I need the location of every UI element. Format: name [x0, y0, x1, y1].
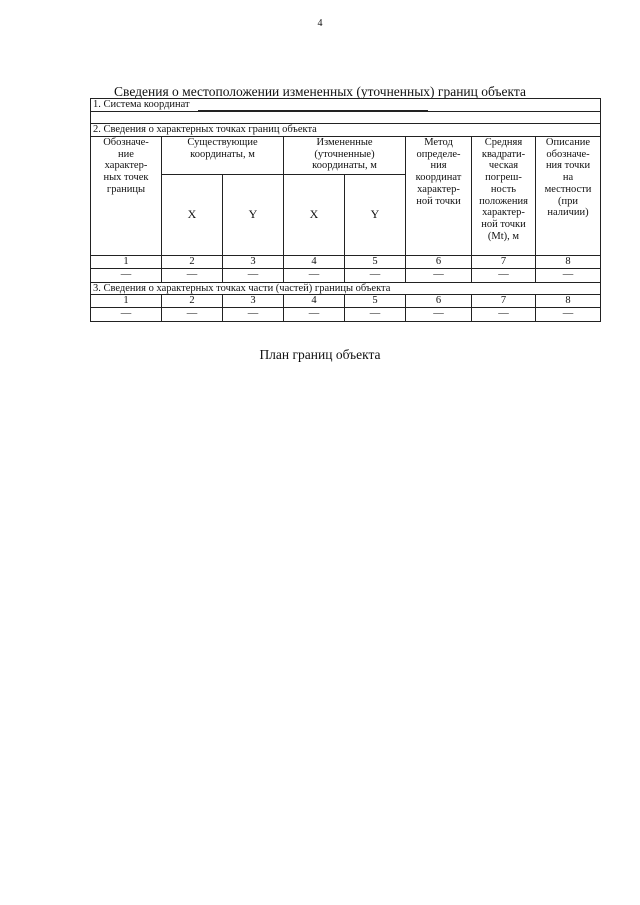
dash-cell: — — [284, 268, 345, 282]
section3-label: 3. Сведения о характерных точках части (частей) границы объекта — [91, 282, 601, 295]
column-number-row — [91, 295, 601, 308]
column-number: 1 — [91, 255, 162, 268]
dash-cell: — — [91, 268, 162, 282]
header-mt: Средняя квадрати- ческая погреш- ность положения характер- ной точки (Mt), м — [472, 136, 536, 255]
dash-cell: — — [223, 308, 284, 322]
column-number-row — [91, 255, 601, 268]
dash-cell: — — [345, 268, 406, 282]
dash-cell: — — [284, 308, 345, 322]
column-number: 3 — [223, 295, 284, 308]
dash-cell: — — [345, 308, 406, 322]
coordinate-system-blank — [198, 100, 428, 111]
header-designation: Обозначе- ние характер- ных точек границы — [91, 136, 162, 255]
column-number: 6 — [406, 255, 472, 268]
header-existing-coordinates: Существующие координаты, м — [162, 136, 284, 174]
header-existing-y: Y — [223, 174, 284, 255]
dash-cell: — — [472, 308, 536, 322]
column-number: 6 — [406, 295, 472, 308]
header-description: Описание обозначе- ния точки на местности (при наличии) — [536, 136, 601, 255]
dash-cell: — — [536, 268, 601, 282]
table-row — [91, 308, 601, 322]
section2-label: 2. Сведения о характерных точках границ объекта — [91, 124, 601, 137]
dash-cell: — — [91, 308, 162, 322]
column-number: 7 — [472, 255, 536, 268]
section2-row — [91, 124, 601, 137]
plan-title: План границ объекта — [259, 347, 381, 362]
column-number: 5 — [345, 295, 406, 308]
dash-cell: — — [223, 268, 284, 282]
column-number: 2 — [162, 255, 223, 268]
header-row — [91, 136, 601, 174]
document-title: Сведения о местоположении измененных (уточненных) границ объекта — [114, 84, 526, 99]
column-number: 8 — [536, 255, 601, 268]
dash-cell: — — [162, 268, 223, 282]
table-row — [91, 268, 601, 282]
column-number: 4 — [284, 255, 345, 268]
dash-cell: — — [406, 308, 472, 322]
header-changed-y: Y — [345, 174, 406, 255]
header-changed-coordinates: Измененные (уточненные) координаты, м — [284, 136, 406, 174]
coordinate-system-label: 1. Система координат — [93, 99, 190, 110]
column-number: 2 — [162, 295, 223, 308]
column-number: 1 — [91, 295, 162, 308]
column-number: 4 — [284, 295, 345, 308]
dash-cell: — — [472, 268, 536, 282]
dash-cell: — — [162, 308, 223, 322]
boundary-table — [90, 98, 601, 322]
column-number: 7 — [472, 295, 536, 308]
dash-cell: — — [406, 268, 472, 282]
coordinate-system-row — [91, 99, 601, 112]
header-method: Метод определе- ния координат характер- ной точки — [406, 136, 472, 255]
column-number: 3 — [223, 255, 284, 268]
page-number: 4 — [317, 18, 323, 29]
column-number: 5 — [345, 255, 406, 268]
section3-row — [91, 282, 601, 295]
column-number: 8 — [536, 295, 601, 308]
blank-row — [91, 112, 601, 124]
header-changed-x: X — [284, 174, 345, 255]
dash-cell: — — [536, 308, 601, 322]
header-existing-x: X — [162, 174, 223, 255]
